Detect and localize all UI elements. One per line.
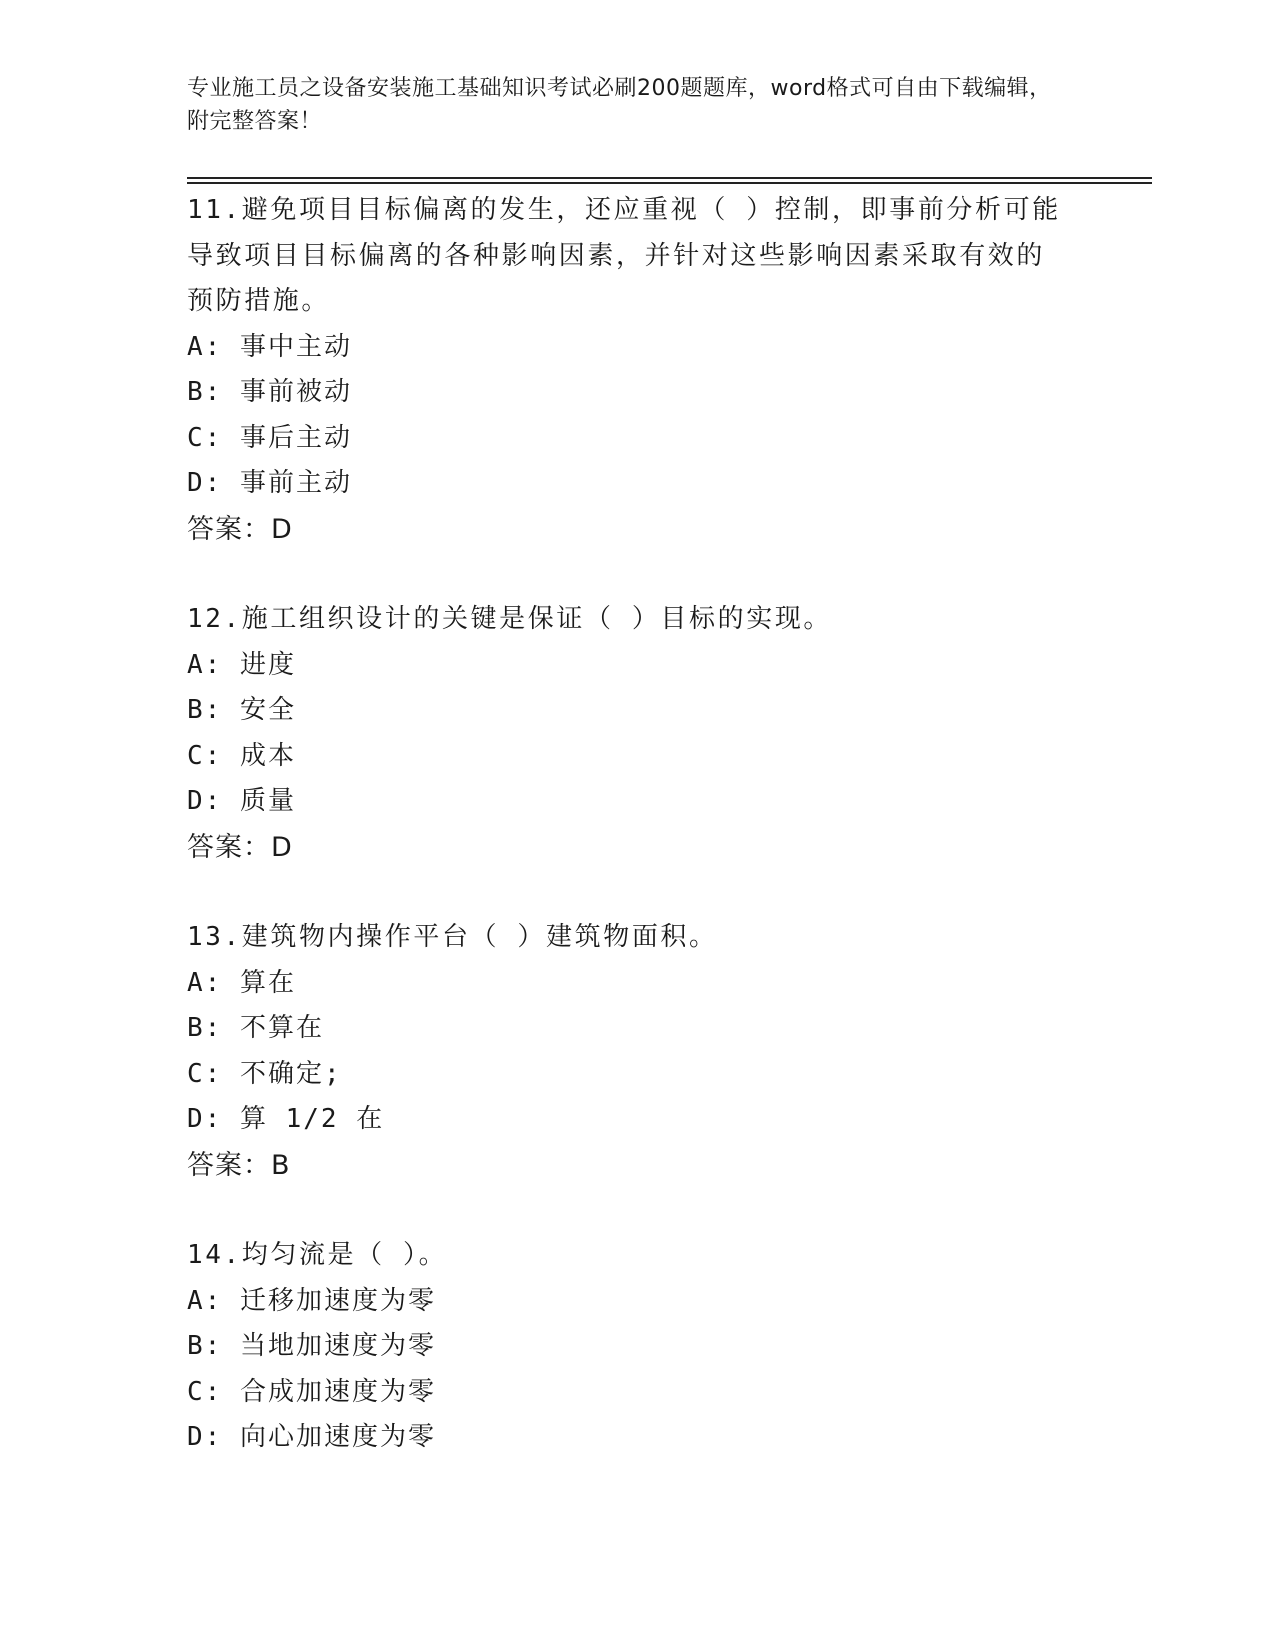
question-12 <box>187 597 1067 870</box>
answer-line: 答案：D <box>187 831 293 863</box>
header-rule-bottom <box>187 182 1152 184</box>
option-d: D: 算 1/2 在 <box>187 1104 385 1134</box>
question-stem: 14.均匀流是（ ）。 <box>187 1240 448 1270</box>
option-d: D: 向心加速度为零 <box>187 1422 436 1452</box>
option-d: D: 质量 <box>187 786 296 816</box>
question-13 <box>187 915 1067 1188</box>
document-header: 专业施工员之设备安装施工基础知识考试必刷200题题库，word格式可自由下载编辑，附完整答案！ <box>187 76 1052 134</box>
option-c: C: 事后主动 <box>187 422 352 453</box>
option-c: C: 成本 <box>187 740 296 771</box>
option-d: D: 事前主动 <box>187 468 352 498</box>
header-rule-top <box>187 177 1152 179</box>
question-stem: 12.施工组织设计的关键是保证（ ）目标的实现。 <box>187 604 833 634</box>
option-a: A: 事中主动 <box>187 331 352 362</box>
answer-line: 答案：D <box>187 513 293 545</box>
question-stem: 11.避免项目目标偏离的发生，还应重视（ ）控制，即事前分析可能导致项目目标偏离的各种影响因素，并针对这些影响因素采取有效的预防措施。 <box>187 195 1061 316</box>
question-11 <box>187 188 1067 552</box>
option-b: B: 当地加速度为零 <box>187 1331 436 1361</box>
option-b: B: 安全 <box>187 695 296 725</box>
option-b: B: 不算在 <box>187 1013 324 1043</box>
option-a: A: 进度 <box>187 649 296 680</box>
option-a: A: 算在 <box>187 967 296 998</box>
option-c: C: 合成加速度为零 <box>187 1376 436 1407</box>
option-b: B: 事前被动 <box>187 377 352 407</box>
question-14 <box>187 1233 1067 1461</box>
option-c: C: 不确定; <box>187 1058 342 1089</box>
option-a: A: 迁移加速度为零 <box>187 1285 436 1316</box>
question-list <box>187 188 1067 1506</box>
answer-line: 答案：B <box>187 1149 291 1181</box>
question-stem: 13.建筑物内操作平台（ ）建筑物面积。 <box>187 922 718 952</box>
